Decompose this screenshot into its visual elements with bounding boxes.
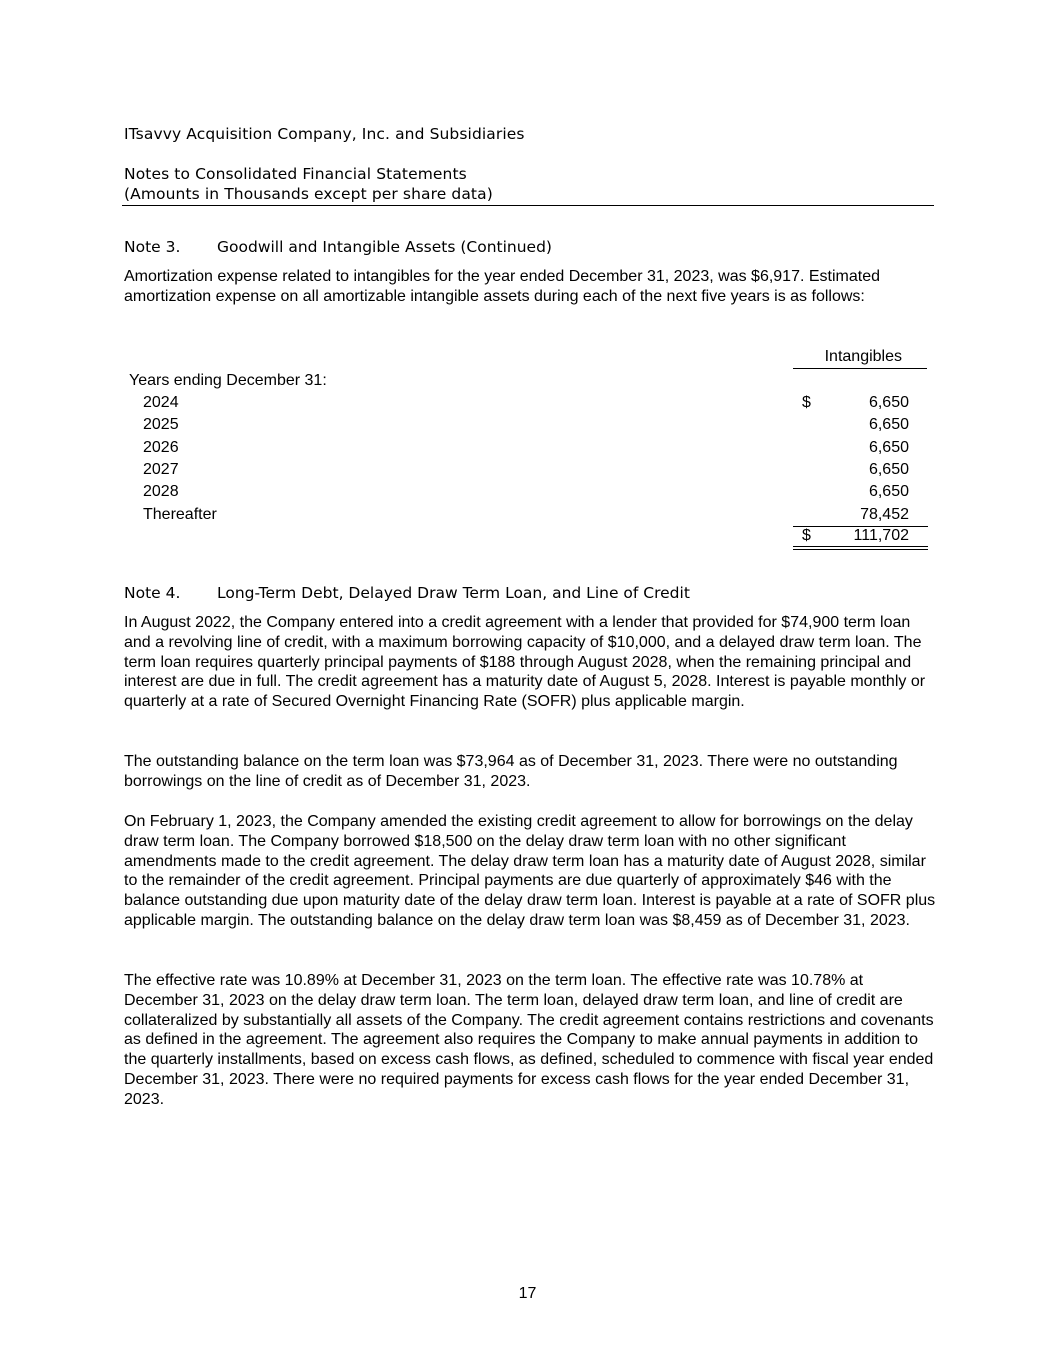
total-double-rule [793, 546, 928, 550]
note4-number: Note 4. [124, 584, 181, 602]
statement-title: Notes to Consolidated Financial Statements [124, 165, 467, 183]
row-label-thereafter: Thereafter [143, 506, 217, 523]
note4-heading [124, 584, 690, 602]
company-name: ITsavvy Acquisition Company, Inc. and Subsidiaries [124, 125, 525, 143]
row-value-2027: 6,650 [868, 461, 909, 478]
note4-paragraph-1: In August 2022, the Company entered into a credit agreement with a lender that provided for $74,900 term loan and a revolving line of credit, with a maximum borrowing capacity of $10,000, and a delayed draw term loan. The term loan requires quarterly principal payments of $188 through August 2028, when the remaining principal and interest are due in full. The credit agreement has a maturity date of August 5, 2028. Interest is payable monthly or quarterly at a rate of Secured Overnight Financing Rate (SOFR) plus applicable margin. [124, 614, 926, 711]
intangibles-column-header: Intangibles [793, 348, 927, 369]
row-label-2024: 2024 [143, 394, 179, 411]
note3-paragraph: Amortization expense related to intangibles for the year ended December 31, 2023, was $6,917. Estimated amortization expense on all amortizable intangible assets during each of the next five years is as follows: [124, 268, 881, 305]
currency-symbol: $ [802, 394, 811, 411]
note3-title: Goodwill and Intangible Assets (Continued) [217, 238, 552, 256]
statement-subtitle: (Amounts in Thousands except per share data) [124, 185, 493, 203]
note4-paragraph-3: On February 1, 2023, the Company amended the existing credit agreement to allow for borrowings on the delay draw term loan. The Company borrowed $18,500 on the delay draw term loan with no other significant amendments made to the credit agreement. The delay draw term loan has a maturity date of August 2028, similar to the remainder of the credit agreement. Principal payments are due quarterly of approximately $46 with the balance outstanding due upon maturity date of the delay draw term loan. Interest is payable at a rate of SOFR plus applicable margin. The outstanding balance on the delay draw term loan was $8,459 as of December 31, 2023. [124, 813, 936, 929]
header-divider [122, 205, 934, 206]
row-value-2025: 6,650 [868, 416, 909, 433]
note4-title: Long-Term Debt, Delayed Draw Term Loan, and Line of Credit [217, 584, 690, 602]
note4-paragraph-4: The effective rate was 10.89% at December 31, 2023 on the term loan. The effective rate was 10.78% at December 31, 2023 on the delay draw term loan. The term loan, delayed draw term loan, and line of credit are collateralized by substantially all assets of the Company. The credit agreement contains restrictions and covenants as defined in the agreement. The agreement also requires the Company to make annual payments in addition to the quarterly installments, based on excess cash flows, as defined, scheduled to commence with fiscal year ended December 31, 2023. There were no required payments for excess cash flows for the year ended December 31, 2023. [124, 972, 934, 1108]
total-currency-symbol: $ [802, 527, 811, 544]
row-label-2025: 2025 [143, 416, 179, 433]
row-label-2026: 2026 [143, 439, 179, 456]
row-label-2028: 2028 [143, 483, 179, 500]
row-value-2028: 6,650 [868, 483, 909, 500]
row-value-2024: 6,650 [868, 394, 909, 411]
row-value-2026: 6,650 [868, 439, 909, 456]
total-value: 111,702 [853, 527, 909, 544]
row-value-thereafter: 78,452 [860, 506, 909, 523]
note3-number: Note 3. [124, 238, 181, 256]
years-ending-label: Years ending December 31: [129, 372, 327, 389]
page-number: 17 [518, 1285, 537, 1302]
note4-paragraph-2: The outstanding balance on the term loan was $73,964 as of December 31, 2023. There were no outstanding borrowings on the line of credit as of December 31, 2023. [124, 753, 898, 790]
row-label-2027: 2027 [143, 461, 179, 478]
note3-heading [124, 238, 552, 256]
